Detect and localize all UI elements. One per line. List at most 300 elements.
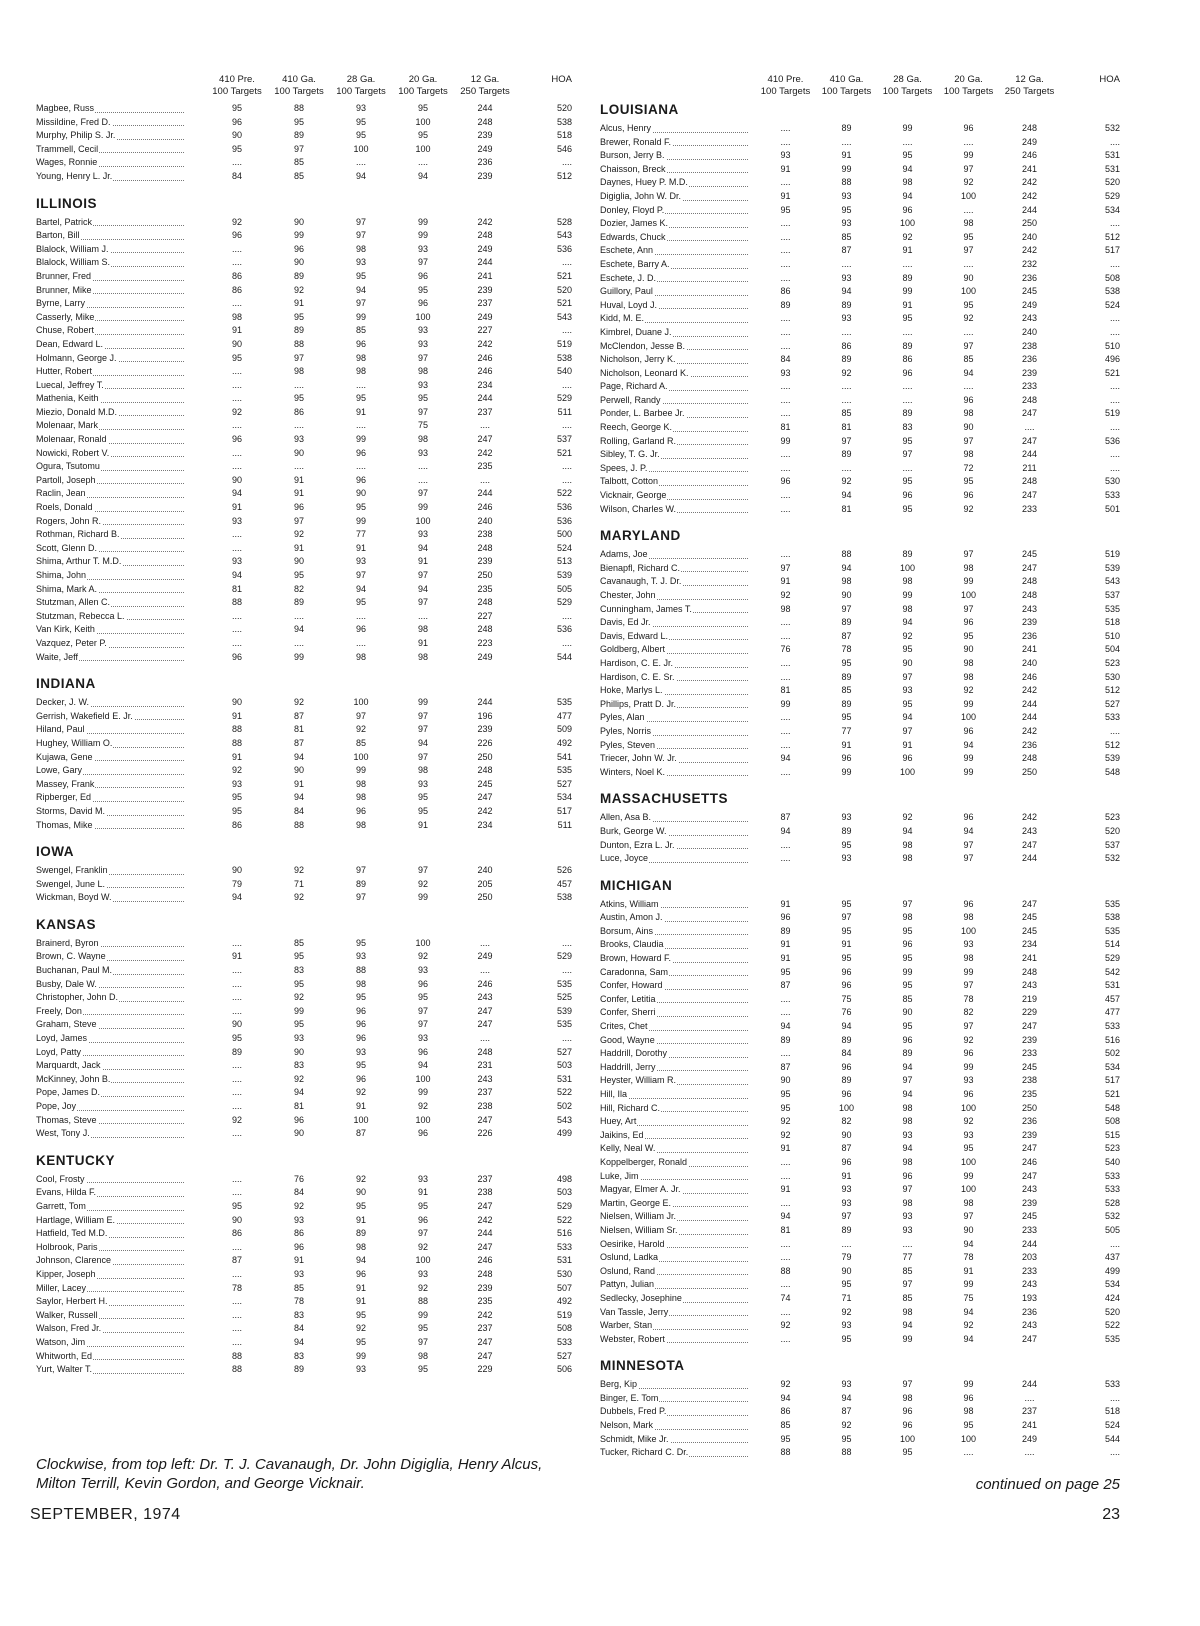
score-cell: 98 [963, 657, 974, 668]
score-cell: .... [561, 610, 572, 621]
score-cell: 91 [780, 190, 791, 201]
shooter-name: Walson, Fred Jr. [36, 1322, 186, 1336]
shooter-name: Oslund, Rand [600, 1265, 750, 1279]
score-cell: .... [231, 1296, 242, 1307]
score-cell: 94 [780, 825, 791, 836]
shooter-name: Whitworth, Ed [36, 1350, 186, 1364]
table-row [600, 575, 1120, 589]
shooter-name: Miller, Lacey [36, 1282, 186, 1296]
score-cell: 76 [293, 1173, 304, 1184]
shooter-name: Huval, Loyd J. [600, 299, 750, 313]
score-cell: 233 [1021, 1048, 1038, 1059]
state-heading: INDIANA [36, 676, 96, 692]
score-cell: 94 [417, 170, 428, 181]
table-row [600, 163, 1120, 177]
score-cell: 91 [231, 951, 242, 962]
score-cell: 87 [780, 980, 791, 991]
table-row [600, 630, 1120, 644]
score-cell: .... [231, 1087, 242, 1098]
score-cell: 243 [1021, 1320, 1038, 1331]
shooter-name: Chaisson, Breck [600, 163, 750, 177]
score-cell: 95 [780, 966, 791, 977]
score-cell: 94 [417, 1060, 428, 1071]
score-cell: 245 [1021, 549, 1038, 560]
score-cell: 237 [477, 1173, 493, 1184]
score-cell: 239 [477, 170, 493, 181]
score-cell: 95 [902, 435, 913, 446]
score-cell: 530 [1104, 476, 1120, 487]
table-row [36, 1254, 576, 1268]
shooter-name: Marquardt, Jack [36, 1059, 186, 1073]
score-cell: 93 [293, 1214, 304, 1225]
score-cell: 518 [556, 130, 572, 141]
score-cell: 81 [293, 724, 304, 735]
score-cell: 93 [355, 257, 366, 268]
score-cell: 93 [417, 338, 428, 349]
score-cell: 531 [1104, 150, 1120, 161]
score-cell: 94 [231, 488, 242, 499]
score-cell: .... [561, 379, 572, 390]
shooter-name: Oesirike, Harold [600, 1238, 750, 1252]
score-cell: 92 [231, 765, 242, 776]
score-cell: 243 [1021, 1184, 1038, 1195]
score-cell: 96 [902, 1420, 913, 1431]
score-cell: .... [355, 420, 366, 431]
score-cell: 95 [417, 805, 428, 816]
shooter-name: Davis, Ed Jr. [600, 616, 750, 630]
score-cell: 97 [417, 1336, 428, 1347]
score-cell: 85 [355, 325, 366, 336]
score-cell: 242 [1021, 190, 1038, 201]
score-cell: 99 [963, 150, 974, 161]
score-cell: 249 [477, 243, 493, 254]
score-cell: 98 [902, 1392, 913, 1403]
score-cell: 94 [902, 190, 913, 201]
score-cell: 71 [293, 878, 304, 889]
score-cell: 247 [477, 1200, 493, 1211]
score-cell: 93 [417, 325, 428, 336]
score-cell: 93 [417, 965, 428, 976]
shooter-name: Hutter, Robert [36, 365, 186, 379]
score-cell: 249 [1021, 136, 1038, 147]
table-row [600, 299, 1120, 313]
score-cell: 90 [231, 474, 242, 485]
score-cell: 424 [1104, 1292, 1120, 1303]
score-cell: 98 [902, 839, 913, 850]
score-cell: 95 [231, 792, 242, 803]
score-cell: 95 [841, 898, 852, 909]
score-cell: 93 [841, 853, 852, 864]
score-cell: 543 [1104, 576, 1120, 587]
score-cell: .... [780, 1156, 791, 1167]
score-cell: 92 [355, 1323, 366, 1334]
score-cell: 523 [1104, 1143, 1120, 1154]
score-cell: 93 [902, 1129, 913, 1140]
score-cell: 95 [902, 953, 913, 964]
shooter-name: Van Kirk, Keith [36, 623, 186, 637]
score-cell: 94 [780, 1021, 791, 1032]
shooter-name: Scott, Glenn D. [36, 542, 186, 556]
score-cell: 95 [902, 980, 913, 991]
score-cell: .... [479, 937, 490, 948]
score-cell: 236 [1021, 1306, 1038, 1317]
score-cell: 93 [355, 1364, 366, 1375]
score-cell: 517 [1104, 1075, 1120, 1086]
score-cell: 93 [417, 778, 428, 789]
table-row [36, 419, 576, 433]
score-cell: 535 [1104, 603, 1120, 614]
score-cell: 237 [1021, 1406, 1038, 1417]
score-cell: 96 [780, 476, 791, 487]
score-cell: .... [780, 1007, 791, 1018]
score-cell: 239 [477, 130, 493, 141]
score-cell: 236 [1021, 354, 1038, 365]
shooter-name: Bienapfl, Richard C. [600, 562, 750, 576]
score-cell: 512 [1104, 739, 1120, 750]
shooter-name: Vazquez, Peter P. [36, 637, 186, 651]
score-cell: 243 [1021, 313, 1038, 324]
shooter-name: Yurt, Walter T. [36, 1363, 186, 1377]
score-cell: .... [780, 231, 791, 242]
score-cell: 94 [841, 1021, 852, 1032]
shooter-name: Young, Henry L. Jr. [36, 170, 186, 184]
score-cell: 96 [417, 270, 428, 281]
score-cell: 89 [841, 1034, 852, 1045]
score-cell: 93 [902, 1224, 913, 1235]
score-cell: 97 [902, 671, 913, 682]
score-cell: 87 [780, 812, 791, 823]
table-row [600, 938, 1120, 952]
shooter-name: Winters, Noel K. [600, 766, 750, 780]
score-cell: 96 [417, 1214, 428, 1225]
score-cell: 96 [963, 617, 974, 628]
score-cell: 97 [293, 143, 304, 154]
score-cell: 95 [231, 143, 242, 154]
shooter-name: Hardison, C. E. Sr. [600, 671, 750, 685]
score-cell: 505 [1104, 1224, 1120, 1235]
score-cell: 504 [1104, 644, 1120, 655]
shooter-name: Loyd, James [36, 1032, 186, 1046]
score-cell: 242 [1021, 177, 1038, 188]
score-cell: 501 [1104, 503, 1120, 514]
score-cell: 512 [1104, 685, 1120, 696]
score-cell: 492 [556, 1296, 572, 1307]
score-cell: .... [780, 408, 791, 419]
score-cell: 539 [556, 1005, 572, 1016]
score-cell: 95 [417, 1323, 428, 1334]
score-cell: 78 [231, 1282, 242, 1293]
score-cell: 193 [1021, 1292, 1038, 1303]
score-cell: .... [963, 381, 974, 392]
score-cell: 536 [1104, 435, 1120, 446]
score-cell: 239 [1021, 367, 1038, 378]
score-cell: 91 [963, 1265, 974, 1276]
score-cell: 92 [780, 1379, 791, 1390]
score-cell: 243 [477, 992, 493, 1003]
score-cell: 94 [293, 792, 304, 803]
score-cell: .... [231, 1073, 242, 1084]
score-cell: 97 [841, 603, 852, 614]
shooter-name: Warber, Stan [600, 1319, 750, 1333]
table-row [600, 589, 1120, 603]
state-heading: MICHIGAN [600, 877, 673, 893]
score-cell: 90 [963, 644, 974, 655]
score-cell: 89 [231, 1046, 242, 1057]
score-cell: 94 [902, 825, 913, 836]
score-cell: .... [1109, 449, 1120, 460]
score-cell: 98 [417, 366, 428, 377]
score-cell: .... [417, 157, 428, 168]
score-cell: .... [231, 379, 242, 390]
score-cell: 229 [1021, 1007, 1038, 1018]
shooter-name: Chester, John [600, 589, 750, 603]
score-cell: 243 [1021, 1279, 1038, 1290]
score-cell: .... [780, 449, 791, 460]
score-cell: 548 [1104, 1102, 1120, 1113]
score-cell: 250 [1021, 766, 1038, 777]
score-cell: 95 [417, 284, 428, 295]
score-cell: 93 [417, 1268, 428, 1279]
shooter-name: Page, Richard A. [600, 380, 750, 394]
score-cell: 503 [556, 1187, 572, 1198]
score-cell: 79 [231, 878, 242, 889]
shooter-name: Kidd, M. E. [600, 312, 750, 326]
score-cell: 100 [960, 190, 977, 201]
table-row [600, 217, 1120, 231]
table-row [36, 216, 576, 230]
score-cell: 92 [902, 630, 913, 641]
shooter-name: Koppelberger, Ronald [600, 1156, 750, 1170]
score-cell: 249 [477, 143, 493, 154]
column-header: HOA [551, 74, 572, 85]
score-cell: 95 [355, 116, 366, 127]
shooter-name: Confer, Sherri [600, 1006, 750, 1020]
score-cell: .... [355, 610, 366, 621]
column-header: 410 Ga. 100 Targets [821, 74, 872, 97]
score-cell: 95 [231, 1200, 242, 1211]
score-cell: 231 [477, 1060, 493, 1071]
score-cell: 95 [355, 270, 366, 281]
table-row [600, 752, 1120, 766]
score-cell: 81 [293, 1101, 304, 1111]
shooter-name: Rolling, Garland R. [600, 435, 750, 449]
score-cell: 99 [780, 698, 791, 709]
score-cell: .... [963, 136, 974, 147]
score-cell: 543 [556, 230, 572, 241]
shooter-name: Stutzman, Rebecca L. [36, 610, 186, 624]
score-cell: 99 [902, 966, 913, 977]
score-cell: 96 [293, 1114, 304, 1125]
score-cell: 92 [231, 406, 242, 417]
score-cell: 91 [355, 542, 366, 553]
score-cell: 81 [780, 1224, 791, 1235]
column-header: 28 Ga. 100 Targets [882, 74, 933, 97]
score-cell: 92 [841, 1306, 852, 1317]
score-cell: 100 [960, 1433, 977, 1444]
score-cell: .... [231, 1336, 242, 1347]
score-cell: 90 [293, 257, 304, 268]
table-row [600, 204, 1120, 218]
score-cell: 94 [963, 1333, 974, 1344]
score-cell: 246 [1021, 1156, 1038, 1167]
score-cell: 507 [556, 1282, 572, 1293]
score-cell: 528 [556, 216, 572, 227]
table-row [600, 367, 1120, 381]
shooter-name: Heyster, William R. [600, 1074, 750, 1088]
score-cell: 93 [417, 447, 428, 458]
score-cell: 96 [231, 230, 242, 241]
score-cell: .... [231, 1101, 242, 1111]
shooter-name: Hoke, Marlys L. [600, 684, 750, 698]
score-cell: .... [417, 461, 428, 472]
score-cell: 95 [231, 1033, 242, 1044]
shooter-name: Burson, Jerry B. [600, 149, 750, 163]
score-cell: 536 [556, 515, 572, 526]
shooter-name: Massey, Frank [36, 778, 186, 792]
score-cell: 521 [556, 447, 572, 458]
score-cell: 100 [415, 937, 431, 948]
score-cell: 505 [556, 583, 572, 594]
score-cell: 91 [841, 1170, 852, 1181]
score-cell: .... [417, 610, 428, 621]
table-row [36, 156, 576, 170]
score-cell: 89 [293, 325, 304, 336]
score-cell: 97 [417, 570, 428, 580]
score-cell: 88 [841, 177, 852, 188]
table-row [600, 993, 1120, 1007]
score-cell: 90 [841, 1265, 852, 1276]
score-cell: .... [561, 965, 572, 976]
score-cell: 523 [1104, 657, 1120, 668]
score-cell: 91 [231, 710, 242, 721]
score-cell: 92 [963, 313, 974, 324]
score-cell: 89 [841, 354, 852, 365]
score-cell: 94 [231, 570, 242, 580]
score-cell: .... [561, 325, 572, 336]
shooter-name: Allen, Asa B. [600, 811, 750, 825]
shooter-name: Nelson, Mark [600, 1419, 750, 1433]
score-cell: 94 [417, 737, 428, 748]
score-cell: 248 [477, 1268, 493, 1279]
shooter-name: Holmann, George J. [36, 352, 186, 366]
score-cell: 548 [1104, 766, 1120, 777]
score-cell: 96 [902, 367, 913, 378]
score-cell: 87 [841, 1143, 852, 1154]
shooter-name: Johnson, Clarence [36, 1254, 186, 1268]
table-row [600, 657, 1120, 671]
score-cell: 242 [1021, 685, 1038, 696]
table-row [600, 1020, 1120, 1034]
score-cell: 83 [293, 965, 304, 976]
shooter-name: Pope, Joy [36, 1100, 186, 1114]
table-row [36, 487, 576, 501]
table-row [36, 555, 576, 569]
score-cell: 239 [1021, 1129, 1038, 1140]
score-cell: .... [561, 637, 572, 648]
score-cell: 95 [841, 839, 852, 850]
score-cell: 89 [293, 1364, 304, 1375]
score-cell: 92 [417, 951, 428, 962]
score-cell: 87 [841, 245, 852, 256]
table-row [600, 1006, 1120, 1020]
score-cell: 234 [1021, 939, 1038, 950]
score-cell: 95 [417, 792, 428, 803]
score-cell: 247 [1021, 408, 1038, 419]
score-cell: 247 [477, 1241, 493, 1252]
shooter-name: Gerrish, Wakefield E. Jr. [36, 710, 186, 724]
shooter-name: Molenaar, Mark [36, 419, 186, 433]
score-cell: 245 [1021, 1061, 1038, 1072]
score-cell: 95 [355, 937, 366, 948]
shooter-name: Ripberger, Ed [36, 791, 186, 805]
score-cell: 97 [902, 449, 913, 460]
score-cell: 247 [477, 792, 493, 803]
score-cell: 95 [293, 116, 304, 127]
score-cell: 96 [417, 978, 428, 989]
score-cell: 244 [1021, 1379, 1038, 1390]
shooter-name: Hill, Richard C. [600, 1102, 750, 1116]
score-cell: 99 [841, 766, 852, 777]
score-cell: .... [231, 298, 242, 309]
score-cell: 81 [841, 422, 852, 433]
score-cell: 533 [556, 1336, 572, 1347]
score-cell: 97 [963, 980, 974, 991]
score-cell: 96 [963, 394, 974, 405]
shooter-name: Confer, Letitia [600, 993, 750, 1007]
score-cell: 247 [1021, 898, 1038, 909]
score-cell: .... [479, 1033, 490, 1044]
shooter-name: Kimbrel, Duane J. [600, 326, 750, 340]
score-cell: 236 [1021, 272, 1038, 283]
score-cell: 92 [841, 367, 852, 378]
score-cell: 97 [841, 435, 852, 446]
table-row [36, 751, 576, 765]
score-cell: 530 [1104, 671, 1120, 682]
score-cell: .... [355, 461, 366, 472]
score-cell: 96 [417, 1128, 428, 1139]
score-cell: 98 [417, 1350, 428, 1361]
score-cell: 513 [556, 556, 572, 567]
shooter-name: Pattyn, Julian [600, 1278, 750, 1292]
shooter-name: Binger, E. Tom [600, 1392, 750, 1406]
score-cell: 96 [293, 243, 304, 254]
score-cell: 523 [1104, 812, 1120, 823]
shooter-name: Bartel, Patrick [36, 216, 186, 230]
score-cell: 90 [841, 1129, 852, 1140]
score-cell: .... [231, 542, 242, 553]
score-cell: 97 [963, 603, 974, 614]
score-cell: 98 [417, 651, 428, 662]
score-cell: 97 [963, 435, 974, 446]
score-cell: .... [1109, 1392, 1120, 1403]
score-cell: 499 [1104, 1265, 1120, 1276]
score-cell: .... [293, 379, 304, 390]
table-row [36, 583, 576, 597]
table-row [36, 460, 576, 474]
continued-note: continued on page 25 [975, 1476, 1120, 1493]
score-cell: 91 [355, 406, 366, 417]
score-cell: .... [780, 123, 791, 133]
table-row [36, 819, 576, 833]
score-cell: 98 [355, 651, 366, 662]
score-cell: 236 [1021, 739, 1038, 750]
score-cell: 95 [902, 925, 913, 936]
score-cell: 94 [841, 490, 852, 501]
score-cell: .... [963, 1447, 974, 1458]
score-cell: .... [1109, 1447, 1120, 1458]
score-cell: 533 [1104, 1184, 1120, 1195]
table-row [600, 149, 1120, 163]
